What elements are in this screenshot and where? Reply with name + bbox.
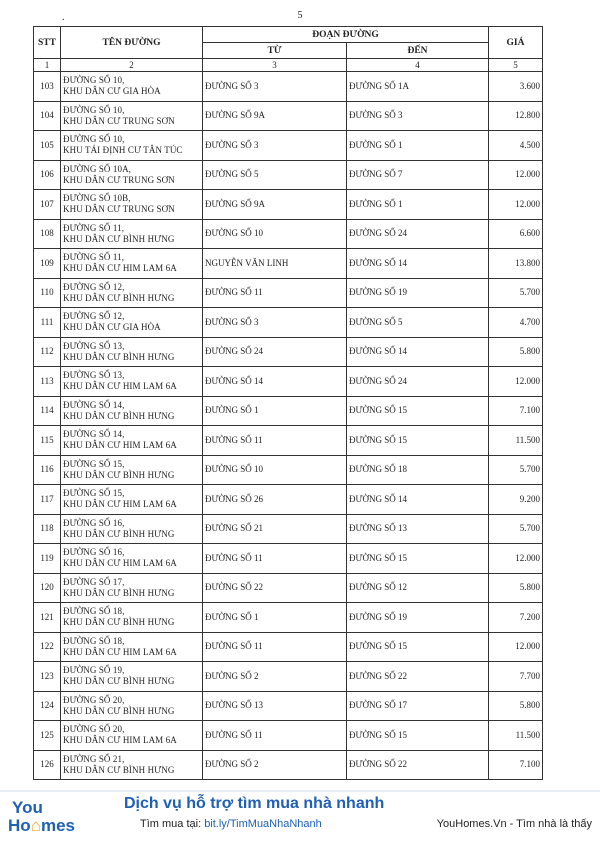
row-stt: 105: [34, 131, 61, 161]
row-from: ĐƯỜNG SỐ 21: [203, 514, 347, 544]
street-area-line: KHU DÂN CƯ BÌNH HƯNG: [63, 292, 175, 303]
table-row: [34, 544, 543, 574]
table-row: [34, 573, 543, 603]
row-stt: 124: [34, 691, 61, 721]
row-price: 4.700: [489, 308, 543, 338]
table-row: [34, 72, 543, 102]
row-price: 7.100: [489, 396, 543, 426]
row-to: ĐƯỜNG SỐ 17: [347, 691, 489, 721]
street-area-line: KHU DÂN CƯ TRUNG SƠN: [63, 115, 175, 126]
row-street-name: [61, 750, 203, 780]
street-name-line: ĐƯỜNG SỐ 13,: [63, 340, 125, 351]
row-street-name: [61, 249, 203, 279]
row-stt: 113: [34, 367, 61, 397]
row-price: 5.800: [489, 691, 543, 721]
row-price: 6.600: [489, 219, 543, 249]
street-name-line: ĐƯỜNG SỐ 10,: [63, 104, 125, 115]
row-stt: 118: [34, 514, 61, 544]
row-from: ĐƯỜNG SỐ 26: [203, 485, 347, 515]
row-to: ĐƯỜNG SỐ 14: [347, 485, 489, 515]
street-name-line: ĐƯỜNG SỐ 13,: [63, 370, 125, 381]
row-to: ĐƯỜNG SỐ 15: [347, 544, 489, 574]
street-name-line: ĐƯỜNG SỐ 10,: [63, 134, 125, 145]
column-number: 5: [489, 59, 543, 72]
row-street-name: [61, 160, 203, 190]
row-street-name: [61, 131, 203, 161]
row-stt: 107: [34, 190, 61, 220]
row-from: ĐƯỜNG SỐ 11: [203, 544, 347, 574]
row-to: ĐƯỜNG SỐ 14: [347, 249, 489, 279]
row-to: ĐƯỜNG SỐ 1: [347, 131, 489, 161]
row-street-name: [61, 337, 203, 367]
row-to: ĐƯỜNG SỐ 24: [347, 367, 489, 397]
row-stt: 106: [34, 160, 61, 190]
table-row: [34, 160, 543, 190]
street-area-line: KHU DÂN CƯ BÌNH HƯNG: [63, 469, 175, 480]
row-price: 13.800: [489, 249, 543, 279]
row-stt: 115: [34, 426, 61, 456]
street-area-line: KHU DÂN CƯ HIM LAM 6A: [63, 735, 177, 746]
table-row: [34, 632, 543, 662]
header-to: ĐẾN: [347, 43, 489, 59]
footer-headline: Dịch vụ hỗ trợ tìm mua nhà nhanh: [124, 795, 385, 812]
row-from: ĐƯỜNG SỐ 14: [203, 367, 347, 397]
row-from: ĐƯỜNG SỐ 10: [203, 455, 347, 485]
street-name-line: ĐƯỜNG SỐ 12,: [63, 311, 125, 322]
row-from: ĐƯỜNG SỐ 11: [203, 632, 347, 662]
street-name-line: ĐƯỜNG SỐ 11,: [63, 222, 125, 233]
table-row: [34, 337, 543, 367]
row-street-name: [61, 219, 203, 249]
street-name-line: ĐƯỜNG SỐ 19,: [63, 665, 125, 676]
row-price: 5.700: [489, 455, 543, 485]
row-stt: 112: [34, 337, 61, 367]
street-name-line: ĐƯỜNG SỐ 10A,: [63, 163, 132, 174]
row-stt: 104: [34, 101, 61, 131]
street-name-line: ĐƯỜNG SỐ 16,: [63, 517, 125, 528]
street-area-line: KHU DÂN CƯ HIM LAM 6A: [63, 646, 177, 657]
street-area-line: KHU DÂN CƯ BÌNH HƯNG: [63, 676, 175, 687]
row-from: ĐƯỜNG SỐ 9A: [203, 190, 347, 220]
row-price: 12.800: [489, 101, 543, 131]
street-area-line: KHU DÂN CƯ HIM LAM 6A: [63, 440, 177, 451]
row-stt: 117: [34, 485, 61, 515]
footer-search-link[interactable]: bit.ly/TimMuaNhaNhanh: [204, 818, 322, 830]
row-to: ĐƯỜNG SỐ 19: [347, 278, 489, 308]
row-from: ĐƯỜNG SỐ 11: [203, 426, 347, 456]
row-to: ĐƯỜNG SỐ 1: [347, 190, 489, 220]
row-stt: 120: [34, 573, 61, 603]
column-number: 2: [61, 59, 203, 72]
street-name-line: ĐƯỜNG SỐ 21,: [63, 753, 125, 764]
row-from: ĐƯỜNG SỐ 24: [203, 337, 347, 367]
footer-search-label: Tìm mua tại: bit.ly/TimMuaNhaNhanh: [140, 818, 322, 830]
table-row: [34, 308, 543, 338]
street-name-line: ĐƯỜNG SỐ 14,: [63, 399, 125, 410]
row-from: ĐƯỜNG SỐ 1: [203, 396, 347, 426]
header-road-segment: ĐOẠN ĐƯỜNG: [203, 27, 489, 43]
row-to: ĐƯỜNG SỐ 7: [347, 160, 489, 190]
row-price: 4.500: [489, 131, 543, 161]
row-street-name: [61, 485, 203, 515]
row-to: ĐƯỜNG SỐ 15: [347, 721, 489, 751]
row-street-name: [61, 396, 203, 426]
row-to: ĐƯỜNG SỐ 18: [347, 455, 489, 485]
street-area-line: KHU DÂN CƯ BÌNH HƯNG: [63, 351, 175, 362]
street-area-line: KHU DÂN CƯ BÌNH HƯNG: [63, 587, 175, 598]
street-area-line: KHU DÂN CƯ BÌNH HƯNG: [63, 764, 175, 775]
row-from: ĐƯỜNG SỐ 1: [203, 603, 347, 633]
row-price: 11.500: [489, 426, 543, 456]
row-price: 12.000: [489, 544, 543, 574]
column-number: 4: [347, 59, 489, 72]
row-street-name: [61, 308, 203, 338]
row-price: 5.700: [489, 514, 543, 544]
row-street-name: [61, 101, 203, 131]
street-name-line: ĐƯỜNG SỐ 18,: [63, 606, 125, 617]
row-to: ĐƯỜNG SỐ 15: [347, 632, 489, 662]
row-from: ĐƯỜNG SỐ 9A: [203, 101, 347, 131]
table-row: [34, 367, 543, 397]
row-price: 11.500: [489, 721, 543, 751]
street-name-line: ĐƯỜNG SỐ 20,: [63, 694, 125, 705]
row-from: ĐƯỜNG SỐ 11: [203, 721, 347, 751]
row-price: 7.200: [489, 603, 543, 633]
row-street-name: [61, 544, 203, 574]
footer-site-tagline[interactable]: YouHomes.Vn - Tìm nhà là thấy: [436, 818, 592, 830]
column-number: 3: [203, 59, 347, 72]
table-row: [34, 721, 543, 751]
row-price: 12.000: [489, 190, 543, 220]
table-row: [34, 603, 543, 633]
row-to: ĐƯỜNG SỐ 14: [347, 337, 489, 367]
row-street-name: [61, 367, 203, 397]
row-street-name: [61, 721, 203, 751]
row-street-name: [61, 514, 203, 544]
row-street-name: [61, 455, 203, 485]
header-from: TỪ: [203, 43, 347, 59]
row-price: 5.800: [489, 573, 543, 603]
table-row: [34, 455, 543, 485]
row-from: ĐƯỜNG SỐ 10: [203, 219, 347, 249]
row-street-name: [61, 72, 203, 102]
row-from: NGUYỄN VĂN LINH: [203, 249, 347, 279]
street-name-line: ĐƯỜNG SỐ 14,: [63, 429, 125, 440]
row-to: ĐƯỜNG SỐ 15: [347, 426, 489, 456]
row-street-name: [61, 190, 203, 220]
street-area-line: KHU DÂN CƯ BÌNH HƯNG: [63, 528, 175, 539]
street-area-line: KHU DÂN CƯ HIM LAM 6A: [63, 381, 177, 392]
row-price: 9.200: [489, 485, 543, 515]
row-street-name: [61, 662, 203, 692]
street-area-line: KHU DÂN CƯ GIA HÒA: [63, 86, 161, 97]
street-area-line: KHU DÂN CƯ GIA HÒA: [63, 322, 161, 333]
row-stt: 122: [34, 632, 61, 662]
row-stt: 116: [34, 455, 61, 485]
row-to: ĐƯỜNG SỐ 13: [347, 514, 489, 544]
page-number: 5: [297, 10, 303, 21]
street-area-line: KHU DÂN CƯ HIM LAM 6A: [63, 499, 177, 510]
street-name-line: ĐƯỜNG SỐ 17,: [63, 576, 125, 587]
row-stt: 114: [34, 396, 61, 426]
street-area-line: KHU DÂN CƯ TRUNG SƠN: [63, 204, 175, 215]
row-price: 5.800: [489, 337, 543, 367]
header-price: GIÁ: [489, 27, 543, 59]
street-name-line: ĐƯỜNG SỐ 11,: [63, 252, 125, 263]
street-name-line: ĐƯỜNG SỐ 15,: [63, 458, 125, 469]
logo-text-bottom: Ho⌂mes: [8, 816, 75, 835]
table-row: [34, 750, 543, 780]
row-price: 12.000: [489, 160, 543, 190]
scan-mark: .: [62, 12, 65, 23]
row-street-name: [61, 632, 203, 662]
row-stt: 111: [34, 308, 61, 338]
street-name-line: ĐƯỜNG SỐ 15,: [63, 488, 125, 499]
row-from: ĐƯỜNG SỐ 2: [203, 750, 347, 780]
row-price: 12.000: [489, 367, 543, 397]
row-street-name: [61, 691, 203, 721]
street-area-line: KHU DÂN CƯ HIM LAM 6A: [63, 263, 177, 274]
street-name-line: ĐƯỜNG SỐ 20,: [63, 724, 125, 735]
table-row: [34, 190, 543, 220]
row-stt: 103: [34, 72, 61, 102]
row-street-name: [61, 278, 203, 308]
table-row: [34, 101, 543, 131]
row-to: ĐƯỜNG SỐ 1A: [347, 72, 489, 102]
street-area-line: KHU DÂN CƯ BÌNH HƯNG: [63, 233, 175, 244]
row-stt: 121: [34, 603, 61, 633]
row-stt: 109: [34, 249, 61, 279]
table-row: [34, 249, 543, 279]
row-to: ĐƯỜNG SỐ 24: [347, 219, 489, 249]
row-to: ĐƯỜNG SỐ 3: [347, 101, 489, 131]
land-price-table: [33, 26, 543, 780]
table-row: [34, 691, 543, 721]
table-row: [34, 485, 543, 515]
header-street-name: TÊN ĐƯỜNG: [61, 27, 203, 59]
row-to: ĐƯỜNG SỐ 5: [347, 308, 489, 338]
street-area-line: KHU DÂN CƯ HIM LAM 6A: [63, 558, 177, 569]
row-from: ĐƯỜNG SỐ 22: [203, 573, 347, 603]
street-area-line: KHU TÁI ĐỊNH CƯ TÂN TÚC: [63, 145, 183, 156]
table-row: [34, 219, 543, 249]
row-from: ĐƯỜNG SỐ 5: [203, 160, 347, 190]
row-street-name: [61, 426, 203, 456]
row-from: ĐƯỜNG SỐ 3: [203, 308, 347, 338]
row-stt: 126: [34, 750, 61, 780]
footer-banner: [0, 790, 600, 843]
row-stt: 125: [34, 721, 61, 751]
row-stt: 123: [34, 662, 61, 692]
row-price: 12.000: [489, 632, 543, 662]
row-street-name: [61, 573, 203, 603]
street-name-line: ĐƯỜNG SỐ 12,: [63, 281, 125, 292]
street-name-line: ĐƯỜNG SỐ 16,: [63, 547, 125, 558]
street-name-line: ĐƯỜNG SỐ 10B,: [63, 193, 131, 204]
street-area-line: KHU DÂN CƯ BÌNH HƯNG: [63, 705, 175, 716]
street-name-line: ĐƯỜNG SỐ 10,: [63, 75, 125, 86]
row-price: 7.100: [489, 750, 543, 780]
table-row: [34, 426, 543, 456]
row-stt: 119: [34, 544, 61, 574]
row-from: ĐƯỜNG SỐ 2: [203, 662, 347, 692]
row-to: ĐƯỜNG SỐ 15: [347, 396, 489, 426]
table-row: [34, 514, 543, 544]
row-price: 5.700: [489, 278, 543, 308]
table-row: [34, 131, 543, 161]
table-row: [34, 278, 543, 308]
table-row: [34, 662, 543, 692]
street-area-line: KHU DÂN CƯ BÌNH HƯNG: [63, 617, 175, 628]
row-price: 7.700: [489, 662, 543, 692]
logo-text-top: You: [12, 798, 43, 817]
row-from: ĐƯỜNG SỐ 3: [203, 72, 347, 102]
row-to: ĐƯỜNG SỐ 22: [347, 662, 489, 692]
row-to: ĐƯỜNG SỐ 19: [347, 603, 489, 633]
street-area-line: KHU DÂN CƯ BÌNH HƯNG: [63, 410, 175, 421]
row-to: ĐƯỜNG SỐ 22: [347, 750, 489, 780]
row-price: 3.600: [489, 72, 543, 102]
street-name-line: ĐƯỜNG SỐ 18,: [63, 635, 125, 646]
column-number: 1: [34, 59, 61, 72]
row-street-name: [61, 603, 203, 633]
row-stt: 108: [34, 219, 61, 249]
footer-divider: [0, 790, 600, 792]
header-stt: STT: [34, 27, 61, 59]
row-to: ĐƯỜNG SỐ 12: [347, 573, 489, 603]
youhomes-logo[interactable]: [8, 796, 78, 840]
row-stt: 110: [34, 278, 61, 308]
street-area-line: KHU DÂN CƯ TRUNG SƠN: [63, 174, 175, 185]
row-from: ĐƯỜNG SỐ 13: [203, 691, 347, 721]
table-row: [34, 396, 543, 426]
house-roof-icon: ⌂: [30, 816, 41, 835]
row-from: ĐƯỜNG SỐ 11: [203, 278, 347, 308]
row-from: ĐƯỜNG SỐ 3: [203, 131, 347, 161]
